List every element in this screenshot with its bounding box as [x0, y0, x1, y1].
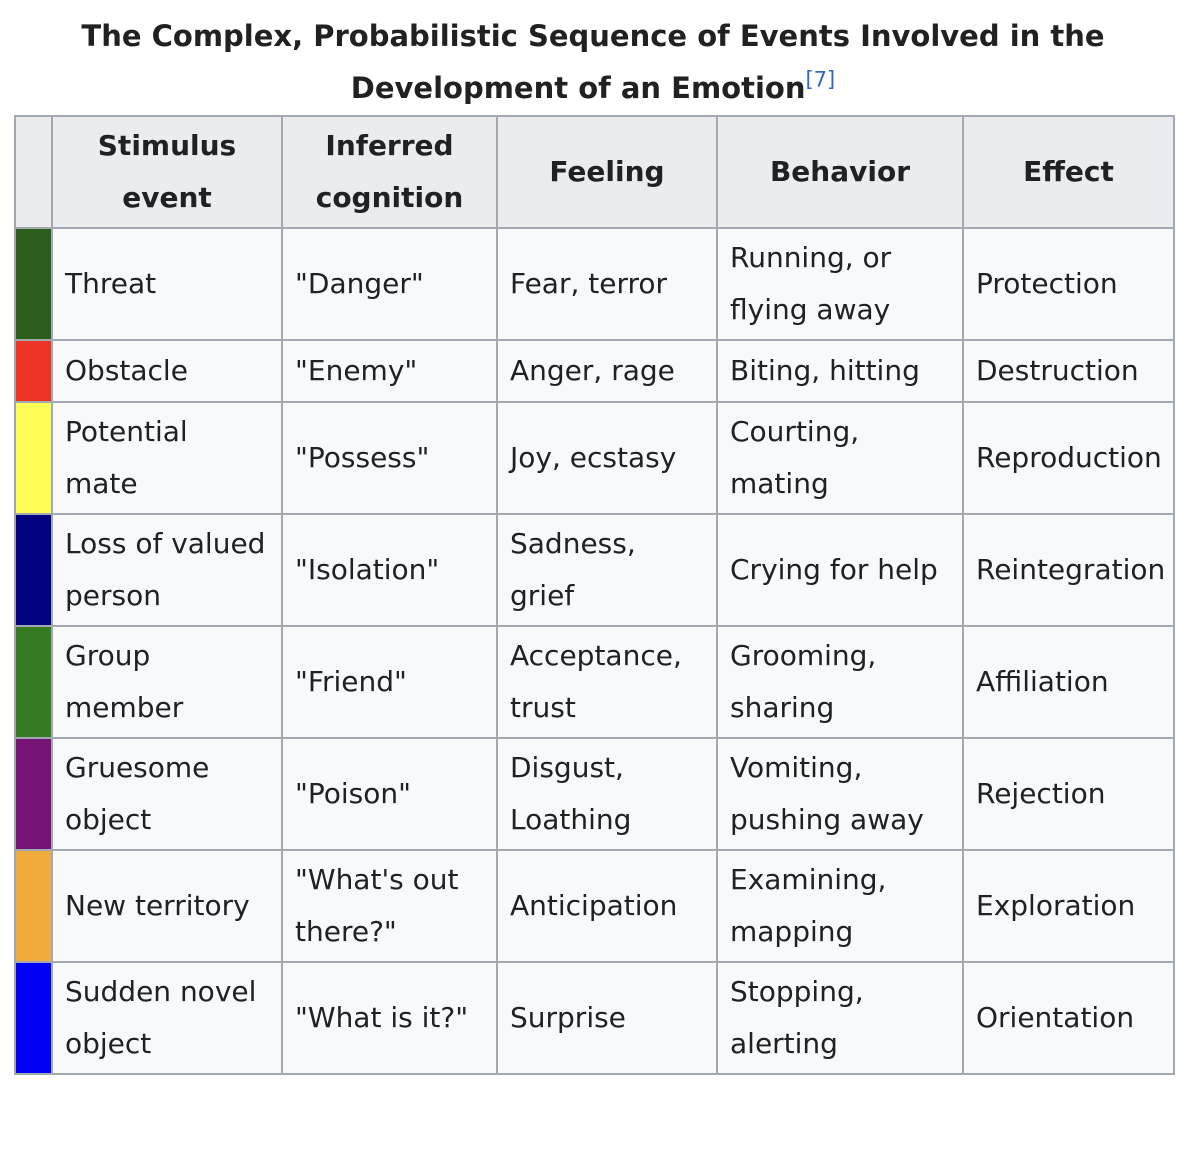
table-row [15, 228, 1174, 340]
behavior-cell: Grooming, sharing [717, 626, 963, 738]
cognition-cell: "Poison" [282, 738, 497, 850]
behavior-cell: Stopping, alerting [717, 962, 963, 1074]
behavior-cell: Biting, hitting [717, 340, 963, 402]
table-row [15, 962, 1174, 1074]
feeling-cell: Disgust, Loathing [497, 738, 717, 850]
stimulus-cell: Threat [52, 228, 282, 340]
cognition-cell: "Enemy" [282, 340, 497, 402]
cognition-cell: "Danger" [282, 228, 497, 340]
stimulus-cell: New territory [52, 850, 282, 962]
cognition-cell: "Friend" [282, 626, 497, 738]
stimulus-cell: Sudden novel object [52, 962, 282, 1074]
effect-cell: Rejection [963, 738, 1174, 850]
effect-cell: Orientation [963, 962, 1174, 1074]
effect-cell: Reintegration [963, 514, 1174, 626]
effect-cell: Protection [963, 228, 1174, 340]
header-row [15, 116, 1174, 228]
table-row [15, 738, 1174, 850]
cognition-cell: "What is it?" [282, 962, 497, 1074]
caption-title: The Complex, Probabilistic Sequence of Events Involved in the Development of an Emotion [81, 19, 1105, 105]
emotion-sequence-table [14, 115, 1175, 1075]
cognition-cell: "Possess" [282, 402, 497, 514]
effect-cell: Affiliation [963, 626, 1174, 738]
stimulus-cell: Group member [52, 626, 282, 738]
behavior-cell: Vomiting, pushing away [717, 738, 963, 850]
table-row [15, 626, 1174, 738]
feeling-cell: Acceptance, trust [497, 626, 717, 738]
feeling-cell: Surprise [497, 962, 717, 1074]
table-row [15, 402, 1174, 514]
color-swatch [15, 962, 52, 1074]
behavior-cell: Courting, mating [717, 402, 963, 514]
feeling-cell: Anticipation [497, 850, 717, 962]
table-row [15, 340, 1174, 402]
color-swatch [15, 340, 52, 402]
stimulus-cell: Gruesome object [52, 738, 282, 850]
color-column-header [15, 116, 52, 228]
color-swatch [15, 228, 52, 340]
stimulus-cell: Potential mate [52, 402, 282, 514]
effect-cell: Exploration [963, 850, 1174, 962]
behavior-cell: Crying for help [717, 514, 963, 626]
column-header-cognition: Inferred cognition [282, 116, 497, 228]
color-swatch [15, 626, 52, 738]
column-header-feeling: Feeling [497, 116, 717, 228]
stimulus-cell: Loss of valued person [52, 514, 282, 626]
effect-cell: Reproduction [963, 402, 1174, 514]
table-caption [14, 10, 1172, 114]
feeling-cell: Anger, rage [497, 340, 717, 402]
color-swatch [15, 738, 52, 850]
citation-reference [805, 67, 835, 91]
stimulus-cell: Obstacle [52, 340, 282, 402]
column-header-behavior: Behavior [717, 116, 963, 228]
cognition-cell: "Isolation" [282, 514, 497, 626]
column-header-stimulus: Stimulus event [52, 116, 282, 228]
color-swatch [15, 402, 52, 514]
feeling-cell: Joy, ecstasy [497, 402, 717, 514]
behavior-cell: Running, or flying away [717, 228, 963, 340]
feeling-cell: Fear, terror [497, 228, 717, 340]
cognition-cell: "What's out there?" [282, 850, 497, 962]
table-row [15, 850, 1174, 962]
behavior-cell: Examining, mapping [717, 850, 963, 962]
column-header-effect: Effect [963, 116, 1174, 228]
color-swatch [15, 850, 52, 962]
citation-link[interactable]: [7] [805, 67, 836, 92]
feeling-cell: Sadness, grief [497, 514, 717, 626]
effect-cell: Destruction [963, 340, 1174, 402]
color-swatch [15, 514, 52, 626]
table-row [15, 514, 1174, 626]
